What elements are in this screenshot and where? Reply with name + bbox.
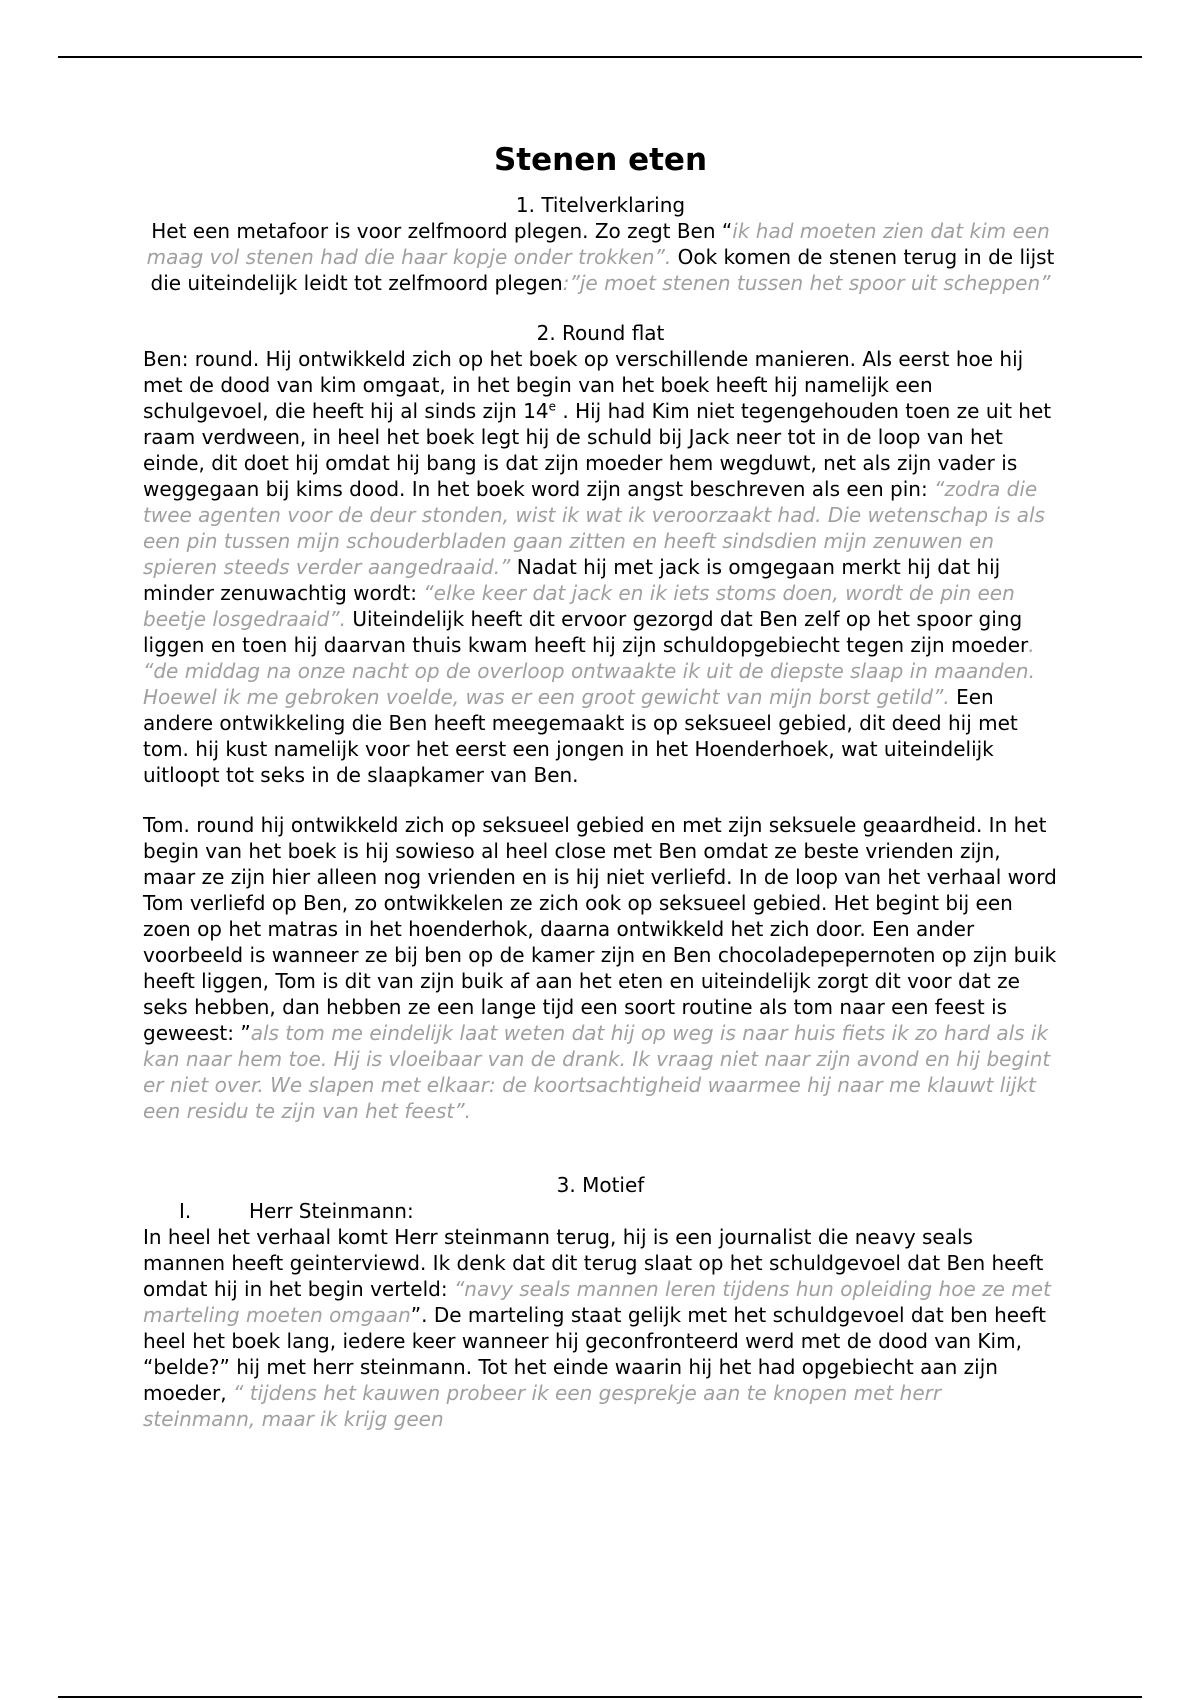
quote-text: “zodra die twee agenten voor de deur stonden, wist ik wat ik veroorzaakt had. Die wetenschap is als een pin tussen mijn schouderbladen gaan zitten en heeft sindsdien mijn zenuwen en spieren steeds verder aangedraaid.”: [143, 477, 1045, 579]
superscript-text: e: [548, 399, 556, 414]
document-body: [143, 140, 1058, 1432]
quote-text: als tom me eindelijk laat weten dat hij op weg is naar huis fiets ik zo hard als ik kan naar hem toe. Hij is vloeibaar van de drank. Ik vraag niet naar zijn avond en hij begint er niet over. We slapen met elkaar: de koortsachtigheid waarmee hij naar me klauwt lijkt een residu te zijn van het feest”.: [143, 1021, 1051, 1123]
quote-text: :”je moet stenen tussen het spoor uit scheppen”: [562, 271, 1051, 295]
header-rule: [58, 56, 1142, 58]
body-text: ”. De marteling staat gelijk met het schuldgevoel dat ben heeft heel het boek lang, iedere keer wanneer hij geconfronteerd werd met de dood van Kim, “belde?” hij met herr steinmann. Tot het einde waarin hij het had opgebiecht aan zijn moeder,: [143, 1303, 1046, 1405]
body-text: Uiteindelijk heeft dit ervoor gezorgd dat Ben zelf op het spoor ging liggen en toen hij daarvan thuis kwam heeft hij zijn schuldopgebiecht tegen zijn moeder: [143, 607, 1029, 657]
body-text: Een andere ontwikkeling die Ben heeft meegemaakt is op seksueel gebied, dit deed hij met tom. hij kust namelijk voor het eerst een jongen in het Hoenderhoek, wat uiteindelijk uitloopt tot seks in de slaapkamer van Ben.: [143, 685, 1018, 787]
body-text: . Hij had Kim niet tegengehouden toen ze uit het raam verdween, in heel het boek legt hij de schuld bij Jack neer tot in de loop van het einde, dit doet hij omdat hij bang is dat zijn moeder hem wegduwt, net als zijn vader is weggegaan bij kims dood. In het boek word zijn angst beschreven als een pin:: [143, 399, 1052, 501]
body-text: Tom. round hij ontwikkeld zich op seksueel gebied en met zijn seksuele geaardheid. In het begin van het boek is hij sowieso al heel close met Ben omdat ze beste vrienden zijn, maar ze zijn hier alleen nog vrienden en is hij niet verliefd. In de loop van het verhaal word Tom verliefd op Ben, zo ontwikkelen ze zich ook op seksueel gebied. Het begint bij een zoen op het matras in het hoenderhok, daarna ontwikkeld het zich door. Een ander voorbeeld is wanneer ze bij ben op de kamer zijn en Ben chocoladepepernoten op zijn buik heeft liggen, Tom is dit van zijn buik af aan het eten en uiteindelijk zorgt dit voor dat ze seks hebben, dan hebben ze een lange tijd een soort routine als tom naar een feest is geweest: ”: [143, 813, 1057, 1045]
body-text: Ook komen de stenen terug in de lijst die uiteindelijk leidt tot zelfmoord plegen: [150, 245, 1055, 295]
quote-text: “ tijdens het kauwen probeer ik een gesprekje aan te knopen met herr steinmann, maar ik krijg geen: [143, 1381, 942, 1431]
section-heading-motief: 3. Motief: [556, 1173, 645, 1197]
quote-text: . “de middag na onze nacht op de overloop ontwaakte ik uit de diepste slaap in maanden. Hoewel ik me gebroken voelde, was er een groot gewicht van mijn borst getild”.: [143, 633, 1035, 709]
body-text: In heel het verhaal komt Herr steinmann terug, hij is een journalist die neavy seals mannen heeft geinterviewd. Ik denk dat dit terug slaat op het schuldgevoel dat Ben heeft omdat hij in het begin verteld:: [143, 1225, 1044, 1301]
section-heading-titelverklaring: 1. Titelverklaring: [515, 193, 686, 217]
quote-text: “elke keer dat jack en ik iets stoms doen, wordt de pin een beetje losgedraaid”.: [143, 581, 1015, 631]
paragraph-tom: [143, 812, 1058, 1124]
paragraph-titelverklaring: [143, 218, 1058, 296]
paragraph-herr-steinmann: [143, 1224, 1058, 1432]
body-text: Nadat hij met jack is omgegaan merkt hij dat hij minder zenuwachtig wordt:: [143, 555, 1001, 605]
paragraph-ben: [143, 346, 1058, 788]
body-text: Het een metafoor is voor zelfmoord plegen. Zo zegt Ben “: [151, 219, 733, 243]
body-text: Ben: round. Hij ontwikkeld zich op het boek op verschillende manieren. Als eerst hoe hij met de dood van kim omgaat, in het begin van het boek heeft hij namelijk een schulgevoel, die heeft hij al sinds zijn 14: [143, 347, 1024, 423]
subheading-label: Herr Steinmann:: [249, 1199, 414, 1223]
quote-text: ik had moeten zien dat kim een maag vol stenen had die haar kopje onder trokken”.: [146, 219, 1050, 269]
section-heading-round-flat: 2. Round flat: [536, 321, 665, 345]
document-title: Stenen eten: [493, 142, 708, 178]
footer-rule: [58, 1696, 1142, 1698]
quote-text: “navy seals mannen leren tijdens hun opleiding hoe ze met marteling moeten omgaan: [143, 1277, 1051, 1327]
subheading-number: I.: [179, 1199, 192, 1223]
subheading-herr-steinmann: [143, 1198, 1058, 1224]
